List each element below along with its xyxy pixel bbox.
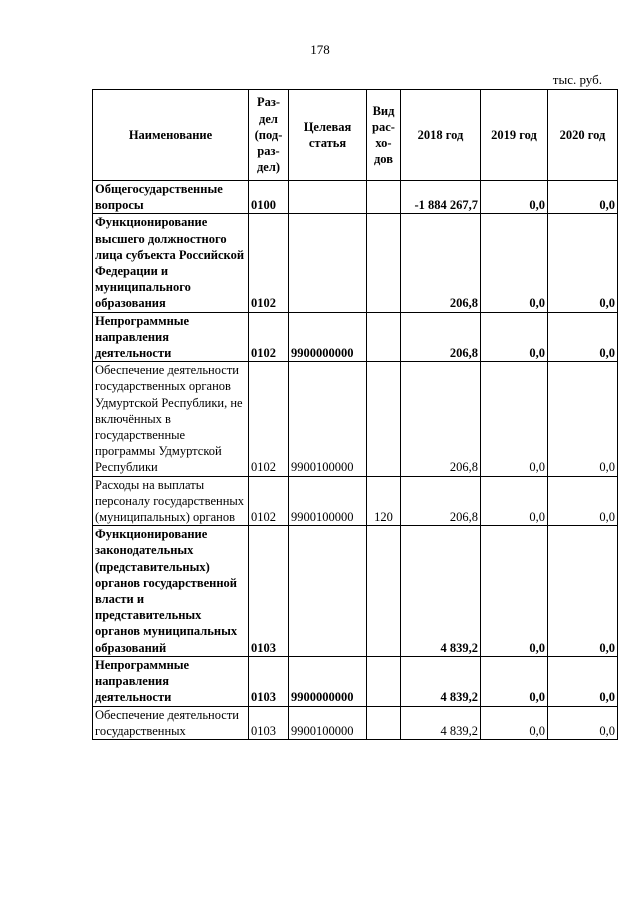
row-expense-type (367, 706, 401, 739)
row-target: 9900100000 (289, 362, 367, 476)
table-header-row (93, 90, 618, 181)
row-target: 9900100000 (289, 706, 367, 739)
row-target (289, 214, 367, 312)
header-target: Целевая статья (289, 90, 367, 181)
table-row (93, 656, 618, 706)
row-target: 9900000000 (289, 656, 367, 706)
row-value-2019: 0,0 (481, 476, 548, 526)
units-label: тыс. руб. (552, 72, 602, 87)
row-value-2018: 4 839,2 (401, 706, 481, 739)
row-value-2020: 0,0 (548, 526, 618, 657)
row-expense-type (367, 214, 401, 312)
row-section: 0102 (249, 214, 289, 312)
row-value-2018: 206,8 (401, 214, 481, 312)
row-name: Обеспечение деятельности государственных (93, 706, 249, 739)
table-row (93, 362, 618, 476)
row-expense-type (367, 526, 401, 657)
row-target (289, 526, 367, 657)
row-value-2020: 0,0 (548, 181, 618, 214)
row-value-2020: 0,0 (548, 362, 618, 476)
row-value-2018: -1 884 267,7 (401, 181, 481, 214)
table-row (93, 181, 618, 214)
row-value-2019: 0,0 (481, 656, 548, 706)
row-name: Обеспечение деятельности государственных органов Удмуртской Республики, не включённых в государственные программы Удмуртской Республики (93, 362, 249, 476)
row-name: Расходы на выплаты персоналу государственных (муниципальных) органов (93, 476, 249, 526)
row-value-2019: 0,0 (481, 362, 548, 476)
row-value-2020: 0,0 (548, 706, 618, 739)
header-section: Раз- дел (под- раз- дел) (249, 90, 289, 181)
budget-table (92, 89, 618, 740)
row-name: Общегосударственные вопросы (93, 181, 249, 214)
row-section: 0103 (249, 526, 289, 657)
row-target (289, 181, 367, 214)
row-value-2019: 0,0 (481, 312, 548, 362)
row-target: 9900000000 (289, 312, 367, 362)
table-row (93, 214, 618, 312)
row-section: 0102 (249, 312, 289, 362)
row-expense-type: 120 (367, 476, 401, 526)
row-value-2018: 4 839,2 (401, 656, 481, 706)
row-name: Непрограммные направления деятельности (93, 312, 249, 362)
table-row (93, 526, 618, 657)
row-section: 0102 (249, 362, 289, 476)
header-2018: 2018 год (401, 90, 481, 181)
row-value-2018: 206,8 (401, 362, 481, 476)
row-target: 9900100000 (289, 476, 367, 526)
row-section: 0100 (249, 181, 289, 214)
header-type: Вид рас- хо- дов (367, 90, 401, 181)
row-value-2020: 0,0 (548, 312, 618, 362)
row-section: 0102 (249, 476, 289, 526)
header-name: Наименование (93, 90, 249, 181)
table-row (93, 706, 618, 739)
row-expense-type (367, 656, 401, 706)
page-number: 178 (310, 42, 330, 57)
row-value-2020: 0,0 (548, 214, 618, 312)
row-name: Непрограммные направления деятельности (93, 656, 249, 706)
row-name: Функционирование законодательных (представительных) органов государственной власти и представительных органов муниципальных образований (93, 526, 249, 657)
table-row (93, 476, 618, 526)
row-value-2019: 0,0 (481, 181, 548, 214)
row-name: Функционирование высшего должностного лица субъекта Российской Федерации и муниципального образования (93, 214, 249, 312)
row-value-2018: 206,8 (401, 312, 481, 362)
row-value-2019: 0,0 (481, 526, 548, 657)
header-2019: 2019 год (481, 90, 548, 181)
row-value-2020: 0,0 (548, 656, 618, 706)
row-value-2019: 0,0 (481, 214, 548, 312)
row-value-2018: 4 839,2 (401, 526, 481, 657)
row-value-2019: 0,0 (481, 706, 548, 739)
row-expense-type (367, 181, 401, 214)
row-section: 0103 (249, 706, 289, 739)
row-value-2020: 0,0 (548, 476, 618, 526)
row-expense-type (367, 362, 401, 476)
row-section: 0103 (249, 656, 289, 706)
table-row (93, 312, 618, 362)
header-2020: 2020 год (548, 90, 618, 181)
row-expense-type (367, 312, 401, 362)
row-value-2018: 206,8 (401, 476, 481, 526)
